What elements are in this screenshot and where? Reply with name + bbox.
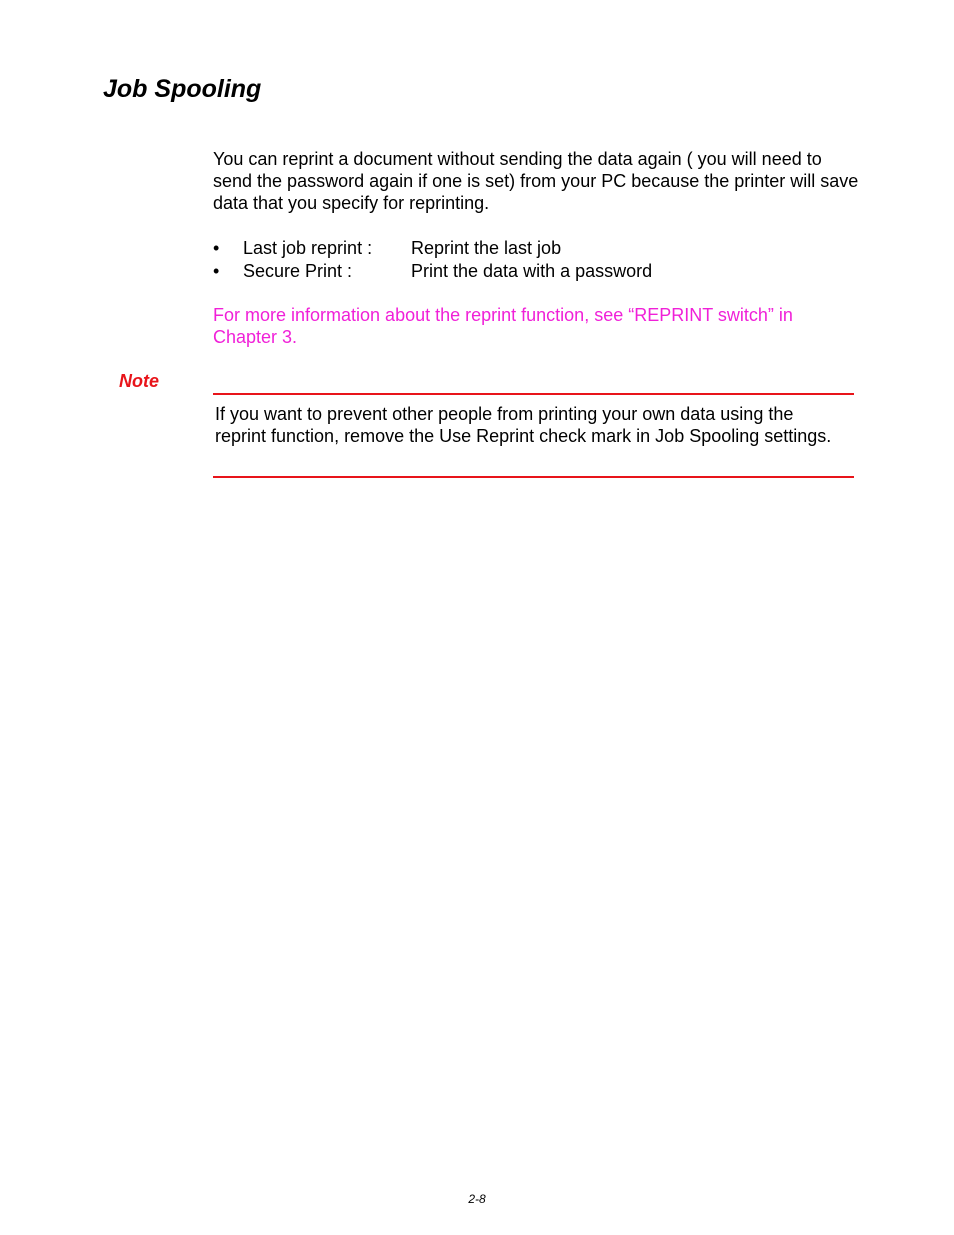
bullet-icon: • bbox=[213, 238, 220, 258]
note-body: If you want to prevent other people from printing your own data using the reprint function, remove the Use Reprint check mark in Job Spooling settings. bbox=[215, 404, 832, 446]
note-label: Note bbox=[119, 371, 159, 391]
feature-description: Reprint the last job bbox=[411, 238, 562, 258]
feature-term: Last job reprint : bbox=[243, 238, 373, 258]
chapter-crossref-link[interactable]: For more information about the reprint function, see “REPRINT switch” in Chapter 3. bbox=[213, 305, 793, 347]
feature-term: Secure Print : bbox=[243, 261, 353, 281]
note-bottom-divider bbox=[213, 476, 854, 478]
bullet-icon: • bbox=[213, 261, 220, 281]
page-title: Job Spooling bbox=[103, 75, 262, 103]
feature-description: Print the data with a password bbox=[411, 261, 653, 281]
page-number: 2-8 bbox=[468, 1192, 486, 1206]
list-item bbox=[213, 260, 853, 283]
intro-paragraph: You can reprint a document without sending the data again ( you will need to send the password again if one is set) from your PC because the printer will save data that you specify for reprinting. bbox=[213, 149, 859, 213]
list-item bbox=[213, 237, 853, 260]
feature-list bbox=[213, 237, 853, 283]
note-top-divider bbox=[213, 393, 854, 395]
